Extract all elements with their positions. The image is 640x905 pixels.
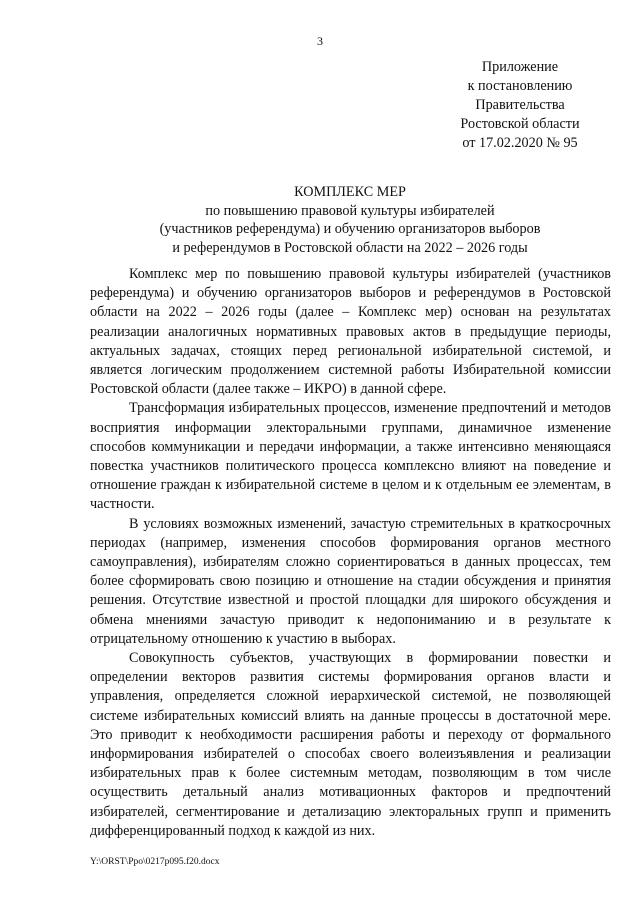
paragraph: Совокупность субъектов, участвующих в формировании повестки и определении векторов развития системы формирования органов власти и управления, определяется сложной иерархической системой, не позволяющей системе избирательных комиссий влиять на данные процессы в достаточной мере. Это приводит к необходимости расширения работы и переходу от формального информирования избирателей о способах своего волеизъявления и реализации избирательных прав к более системным методам, позволяющим в том числе осуществить детальный анализ мотивационных факторов и предпочтений избирателей, сегментирование и детализацию электоральных групп и применить дифференцированный подход к каждой из них.: [90, 650, 611, 839]
title-line: и референдумов в Ростовской области на 2022 – 2026 годы: [172, 239, 528, 256]
file-path-footer: Y:\ORST\Ppo\0217p095.f20.docx: [90, 857, 220, 867]
appendix-line: от 17.02.2020 № 95: [462, 135, 578, 151]
appendix-line: Приложение: [481, 59, 559, 75]
appendix-block: [445, 58, 595, 153]
appendix-line: Правительства: [475, 97, 565, 113]
paragraph: В условиях возможных изменений, зачастую стремительных в краткосрочных периодах (например, изменения способов формирования органов местного самоуправления), избирателям сложно сориентироваться в данных процессах, тем более сформировать свою позицию и отношение на стадии обсуждения и принятия решения. Отсутствие известной и простой площадки для широкого обсуждения и обмена мнениями зачастую приводит к недопониманию и в результате к отрицательному отношению к участию в выборах.: [90, 515, 611, 647]
document-title: [90, 183, 610, 257]
appendix-line: к постановлению: [467, 78, 573, 94]
appendix-line: Ростовской области: [460, 116, 580, 132]
title-heading: КОМПЛЕКС МЕР: [294, 184, 406, 200]
document-body: [90, 265, 611, 841]
paragraph: Комплекс мер по повышению правовой культуры избирателей (участников референдума) и обучению организаторов выборов и референдумов в Ростовской области на 2022 – 2026 годы (далее – Комплекс мер) основан на результатах реализации аналогичных нормативных правовых актов в предыдущие периоды, актуальных задачах, стоящих перед региональной избирательной системой, и является логическим продолжением системной работы Избирательной комиссии Ростовской области (далее также – ИКРО) в данной сфере.: [90, 266, 611, 398]
title-line: по повышению правовой культуры избирателей: [205, 202, 495, 219]
title-line: (участников референдума) и обучению организаторов выборов: [159, 221, 541, 237]
paragraph: Трансформация избирательных процессов, изменение предпочтений и методов восприятия информации электоральными группами, динамичное изменение способов коммуникации и передачи информации, а также интенсивно меняющаяся повестка участников политического процесса комплексно влияют на поведение и отношение граждан к избирательной системе в целом и к отдельным ее элементам, в частности.: [90, 400, 611, 513]
page-number: 3: [317, 34, 323, 48]
